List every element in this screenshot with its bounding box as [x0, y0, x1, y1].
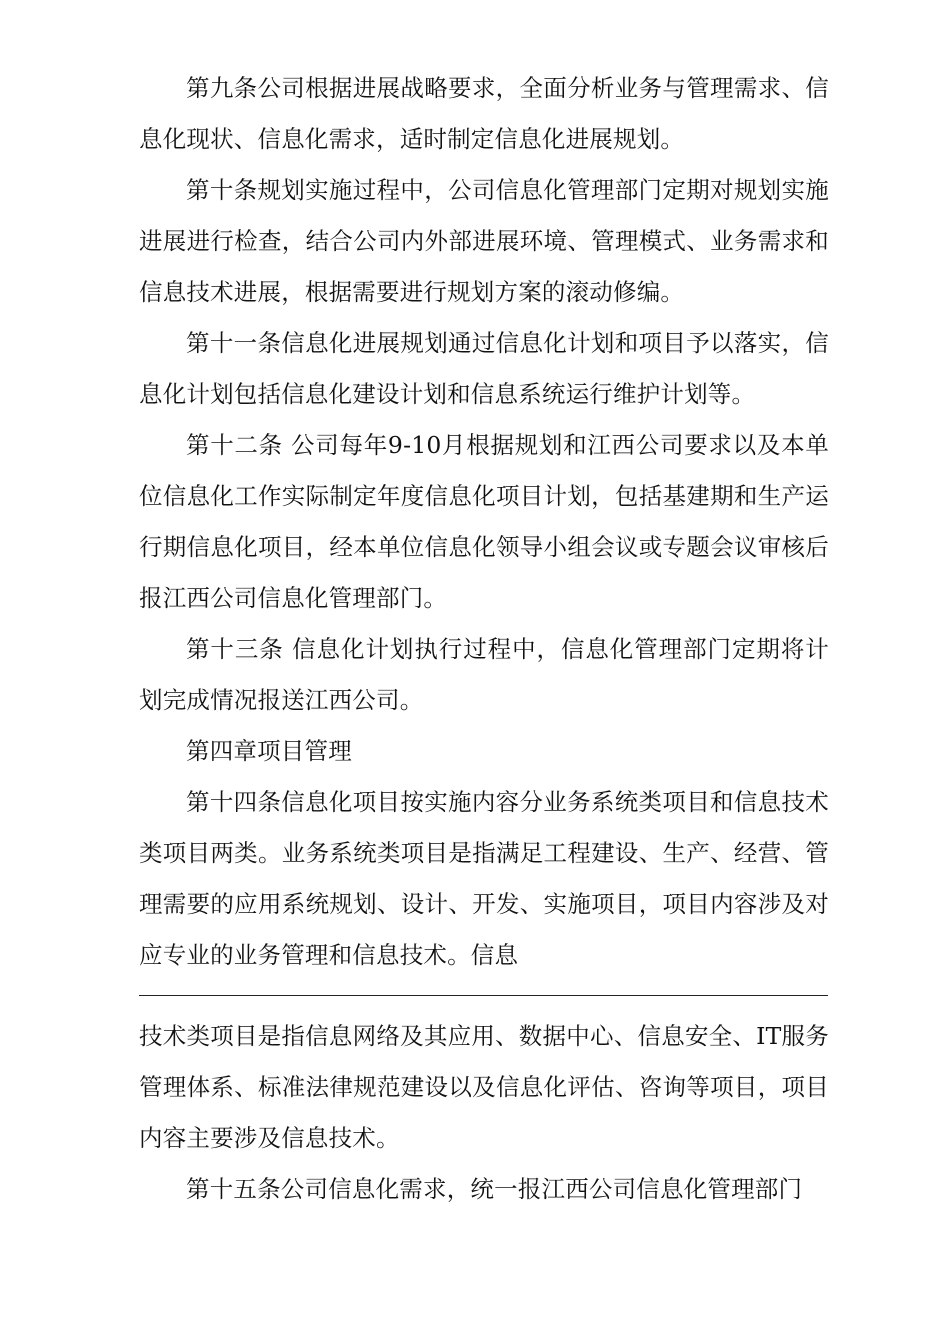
paragraph-article-11: 第十一条信息化进展规划通过信息化计划和项目予以落实，信息化计划包括信息化建设计划和信息系统运行维护计划等。 — [139, 329, 829, 408]
paragraph-article-14: 第十四条信息化项目按实施内容分业务系统类项目和信息技术类项目两类。业务系统类项目是指满足工程建设、生产、经营、管理需要的应用系统规划、设计、开发、实施项目，项目内容涉及对应专业的业务管理和信息技术。信息 — [139, 788, 829, 969]
paragraph-article-14-continued: 技术类项目是指信息网络及其应用、数据中心、信息安全、IT服务管理体系、标准法律规范建设以及信息化评估、咨询等项目，项目内容主要涉及信息技术。 — [139, 1022, 829, 1152]
paragraph-article-15: 第十五条公司信息化需求，统一报江西公司信息化管理部门 — [186, 1175, 803, 1203]
text-block-upper — [139, 63, 829, 981]
paragraph-article-13: 第十三条 信息化计划执行过程中，信息化管理部门定期将计划完成情况报送江西公司。 — [139, 635, 829, 714]
paragraph-article-10: 第十条规划实施过程中，公司信息化管理部门定期对规划实施进展进行检查，结合公司内外部进展环境、管理模式、业务需求和信息技术进展，根据需要进行规划方案的滚动修编。 — [139, 176, 829, 306]
text-block-lower — [139, 1011, 829, 1215]
paragraph-article-12: 第十二条 公司每年9-10月根据规划和江西公司要求以及本单位信息化工作实际制定年度信息化项目计划，包括基建期和生产运行期信息化项目，经本单位信息化领导小组会议或专题会议审核后报江西公司信息化管理部门。 — [139, 431, 829, 612]
chapter-heading: 第四章项目管理 — [186, 737, 352, 765]
page-divider — [139, 995, 828, 996]
paragraph-article-9: 第九条公司根据进展战略要求，全面分析业务与管理需求、信息化现状、信息化需求，适时制定信息化进展规划。 — [139, 74, 829, 153]
